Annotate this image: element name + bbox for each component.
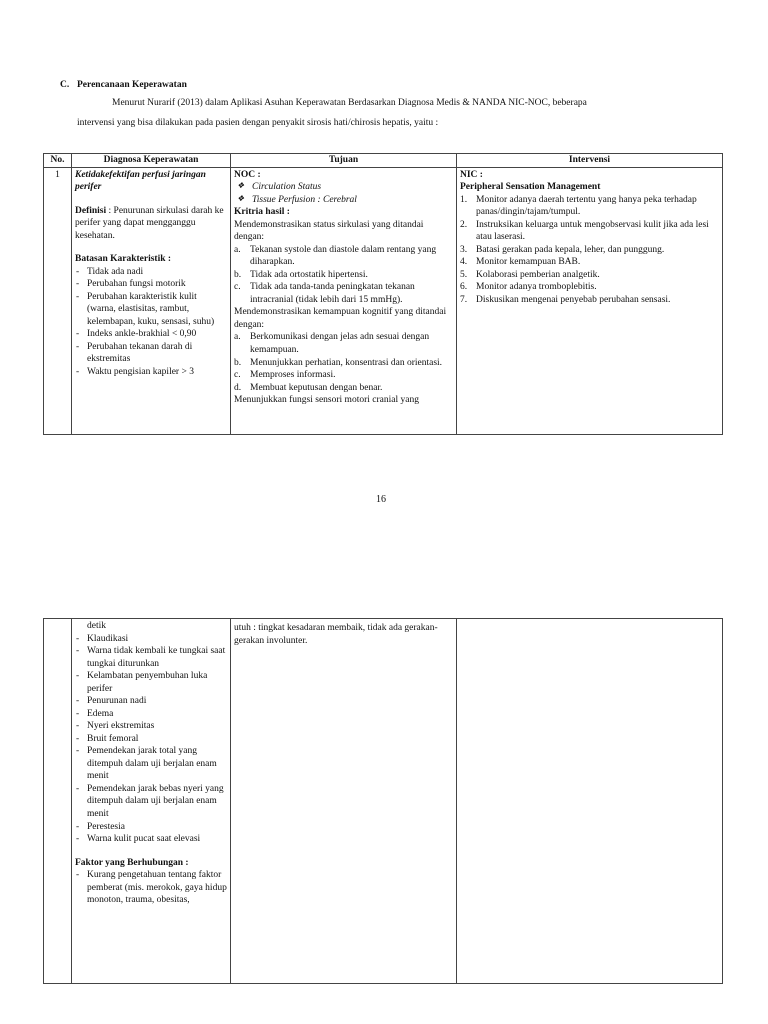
list-item: ❖ Tissue Perfusion : Cerebral <box>234 194 453 207</box>
list-item <box>234 331 453 356</box>
list-item: - Indeks ankle-brakhial < 0,90 <box>75 328 227 341</box>
row-number: 1 <box>44 167 72 434</box>
definisi-text: : Penurunan sirkulasi darah ke perifer yang dapat mengganggu kesehatan. <box>75 205 224 241</box>
nic-title: Peripheral Sensation Management <box>460 182 601 193</box>
list-item: ❖ Circulation Status <box>234 181 453 194</box>
list-item <box>460 269 719 282</box>
list-item <box>234 382 453 395</box>
planning-table-continued <box>43 618 723 984</box>
list-item: - Edema <box>75 708 227 721</box>
header-intervensi: Intervensi <box>457 154 723 168</box>
list-item: - Pemendekan jarak total yang ditempuh dalam uji berjalan enam menit <box>75 745 227 783</box>
batasan-list-p2 <box>75 633 227 846</box>
table-header-row <box>44 154 723 168</box>
tujuan-cell-continued <box>231 619 457 984</box>
list-marker: 1. <box>460 194 468 205</box>
list-text: Menunjukkan perhatian, konsentrasi dan orientasi. <box>250 357 443 368</box>
list-text: Tidak ada ortostatik hipertensi. <box>250 269 368 280</box>
list-text: Monitor adanya daerah tertentu yang hanya peka terhadap panas/dingin/tajam/tumpul. <box>476 194 697 218</box>
list-item: - Kelambatan penyembuhan luka perifer <box>75 670 227 695</box>
sensori-text-p1: Menunjukkan fungsi sensori motori cranial yang <box>234 395 419 406</box>
list-item <box>234 281 453 306</box>
kriteria-title: Kritria hasil : <box>234 207 290 218</box>
diagnosa-title: Ketidakefektifan perfusi jaringan perifer <box>75 169 206 193</box>
list-text: Kolaborasi pemberian analgetik. <box>476 269 600 280</box>
noc-list <box>234 181 453 206</box>
diagnosa-cell <box>72 167 231 434</box>
list-text: Batasi gerakan pada kepala, leher, dan punggung. <box>476 244 665 255</box>
list-marker: a. <box>234 332 241 343</box>
faktor-list <box>75 869 227 907</box>
list-text: Instruksikan keluarga untuk mengobservasi kulit jika ada lesi atau laserasi. <box>476 219 709 243</box>
tujuan-cell <box>231 167 457 434</box>
list-item: - Bruit femoral <box>75 733 227 746</box>
list-item <box>234 244 453 269</box>
table-row <box>44 619 723 984</box>
batasan-list-p1 <box>75 266 227 379</box>
row-number-empty <box>44 619 72 984</box>
page-number: 16 <box>376 494 386 505</box>
list-item: - Penurunan nadi <box>75 695 227 708</box>
header-no: No. <box>44 154 72 168</box>
intervensi-cell <box>457 167 723 434</box>
list-item <box>234 269 453 282</box>
list-item: - Perestesia <box>75 821 227 834</box>
list-item <box>460 219 719 244</box>
list-item <box>234 369 453 382</box>
definisi <box>75 205 227 243</box>
list-item <box>460 281 719 294</box>
list-text: Tidak ada tanda-tanda peningkatan tekanan intracranial (tidak lebih dari 15 mmHg). <box>250 282 415 305</box>
list-marker: 6. <box>460 282 468 293</box>
list-item: - Warna tidak kembali ke tungkai saat tungkai diturunkan <box>75 645 227 670</box>
list-item <box>460 194 719 219</box>
sirkulasi-intro: Mendemonstrasikan status sirkulasi yang ditandai dengan: <box>234 219 424 243</box>
list-item <box>460 256 719 269</box>
definisi-label: Definisi <box>75 205 107 216</box>
diagnosa-cell-continued <box>72 619 231 984</box>
list-item: - Klaudikasi <box>75 633 227 646</box>
list-text: Tekanan systole dan diastole dalam rentang yang diharapkan. <box>250 244 437 268</box>
list-item: - Perubahan karakteristik kulit (warna, elastisitas, rambut, kelembapan, kuku, sensasi, suhu) <box>75 291 227 329</box>
kognitif-list <box>234 331 453 394</box>
kognitif-intro: Mendemonstrasikan kemampuan kognitif yang ditandai dengan: <box>234 307 447 330</box>
list-item: - Perubahan fungsi motorik <box>75 278 227 291</box>
list-marker: 4. <box>460 257 468 268</box>
list-marker: d. <box>234 382 242 393</box>
sensori-text-p2: utuh : tingkat kesadaran membaik, tidak ada gerakan-gerakan involunter. <box>234 623 438 646</box>
noc-label: NOC : <box>234 169 261 180</box>
nic-label: NIC : <box>460 169 483 180</box>
list-text: Monitor adanya tromboplebitis. <box>476 282 597 293</box>
list-item: - Pemendekan jarak bebas nyeri yang ditempuh dalam uji berjalan enam menit <box>75 783 227 821</box>
list-item <box>460 294 719 307</box>
list-marker: 3. <box>460 244 468 255</box>
list-item: - Tidak ada nadi <box>75 266 227 279</box>
list-item: - Kurang pengetahuan tentang faktor pemberat (mis. merokok, gaya hidup monoton, trauma, obesitas, <box>75 869 227 907</box>
intervensi-cell-continued <box>457 619 723 984</box>
list-marker: c. <box>234 370 241 381</box>
list-text: Monitor kemampuan BAB. <box>476 257 581 268</box>
list-text: Membuat keputusan dengan benar. <box>250 382 383 393</box>
list-marker: 7. <box>460 294 468 305</box>
intro-paragraph-line2: intervensi yang bisa dilakukan pada pasien dengan penyakit sirosis hati/chirosis hepatis, yaitu : <box>77 118 439 128</box>
batasan-title: Batasan Karakteristik : <box>75 254 172 265</box>
list-item: - Waktu pengisian kapiler > 3 <box>75 366 227 379</box>
list-item: - Perubahan tekanan darah di ekstremitas <box>75 341 227 366</box>
section-letter: C. <box>60 80 70 90</box>
header-tujuan: Tujuan <box>231 154 457 168</box>
intro-paragraph-line1: Menurut Nurarif (2013) dalam Aplikasi Asuhan Keperawatan Berdasarkan Diagnosa Medis & NANDA NIC-NOC, beberapa <box>112 98 587 108</box>
list-marker: 5. <box>460 269 468 280</box>
list-item <box>460 244 719 257</box>
list-marker: b. <box>234 357 242 368</box>
list-marker: b. <box>234 269 242 280</box>
list-item: - Nyeri ekstremitas <box>75 720 227 733</box>
section-title: Perencanaan Keperawatan <box>77 80 187 90</box>
header-diagnosa: Diagnosa Keperawatan <box>72 154 231 168</box>
intervensi-list <box>460 194 719 307</box>
list-item <box>234 357 453 370</box>
list-marker: 2. <box>460 219 468 230</box>
list-marker: a. <box>234 244 241 255</box>
planning-table <box>43 153 723 435</box>
sirkulasi-list <box>234 244 453 307</box>
list-text: Berkomunikasi dengan jelas adn sesuai dengan kemampuan. <box>250 332 430 355</box>
list-text: Memproses informasi. <box>250 370 336 381</box>
table-row <box>44 167 723 434</box>
list-item: - Warna kulit pucat saat elevasi <box>75 833 227 846</box>
list-marker: c. <box>234 282 241 293</box>
faktor-title: Faktor yang Berhubungan : <box>75 857 189 868</box>
list-text: Diskusikan mengenai penyebab perubahan sensasi. <box>476 294 671 305</box>
continuation-text: detik <box>87 621 106 631</box>
